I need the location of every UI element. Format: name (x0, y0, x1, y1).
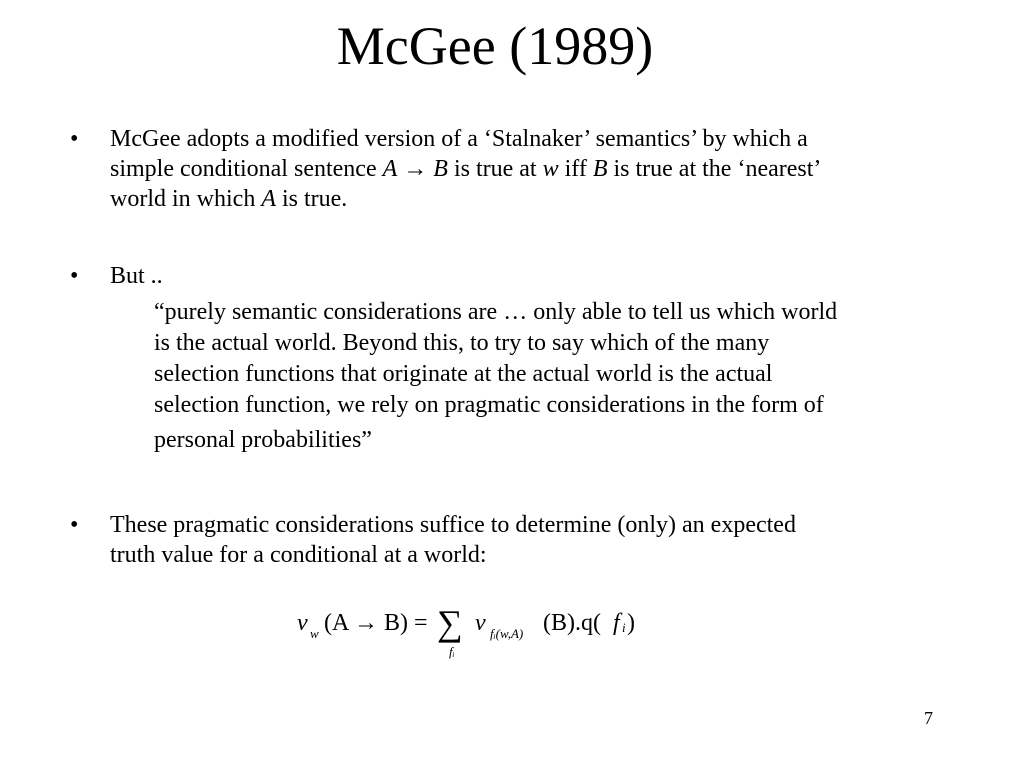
arrow-symbol: → (397, 156, 434, 182)
bullet-item-stalnaker (70, 124, 970, 216)
text-run: is true at the ‘nearest’ (607, 156, 822, 182)
text-run: is true. (275, 186, 348, 212)
formula-v2: v (475, 610, 486, 636)
bullet-marker: • (70, 512, 79, 538)
bullet-text (110, 510, 970, 570)
formula-v: v (297, 610, 308, 636)
bullet-line: These pragmatic considerations suffice to determine (only) an expected (110, 512, 796, 538)
bullet-line (110, 184, 970, 214)
quote-line: selection functions that originate at the actual world is the actual (154, 361, 773, 387)
text-run: iff (558, 156, 593, 182)
bullet-text (110, 124, 970, 214)
math-var: w (542, 156, 559, 182)
formula-rhs: (B).q( (543, 610, 601, 636)
bullet-item-but (70, 261, 970, 291)
bullet-line: truth value for a conditional at a world: (110, 542, 487, 568)
formula-lhs: (A → B) = (324, 610, 428, 636)
formula-w-subscript: w (310, 626, 319, 641)
quote-line: personal probabilities” (154, 427, 372, 453)
bullet-line (110, 154, 970, 184)
bullet-marker: • (70, 263, 79, 289)
bullet-item-pragmatic (70, 510, 970, 572)
formula-f-subscript: i (622, 620, 626, 635)
formula-f: f (613, 610, 620, 636)
quote-line: selection function, we rely on pragmatic considerations in the form of (154, 392, 824, 418)
formula-close-paren: ) (627, 610, 635, 636)
slide-number: 7 (924, 708, 933, 728)
quote-line: is the actual world. Beyond this, to try to say which of the many (154, 330, 770, 356)
bullet-line: McGee adopts a modified version of a ‘Stalnaker’ semantics’ by which a (110, 126, 808, 152)
expected-truth-value-formula (297, 603, 717, 666)
math-var: A (382, 156, 398, 182)
math-var: B (592, 156, 608, 182)
math-var: A (261, 186, 276, 212)
slide-title: McGee (1989) (336, 16, 654, 76)
text-run: world in which (110, 186, 262, 212)
quote-line: “purely semantic considerations are … only able to tell us which world (154, 299, 838, 325)
bullet-text: But .. (110, 263, 163, 289)
text-run: is true at (447, 156, 543, 182)
mcgee-quote (154, 297, 984, 456)
bullet-marker: • (70, 126, 79, 152)
text-run: simple conditional sentence (110, 156, 383, 182)
sigma-symbol: ∑ (437, 603, 463, 643)
math-var: B (433, 156, 448, 182)
formula-selection-subscript: fᵢ(w,A) (490, 626, 524, 641)
sum-index: fᵢ (449, 644, 455, 659)
